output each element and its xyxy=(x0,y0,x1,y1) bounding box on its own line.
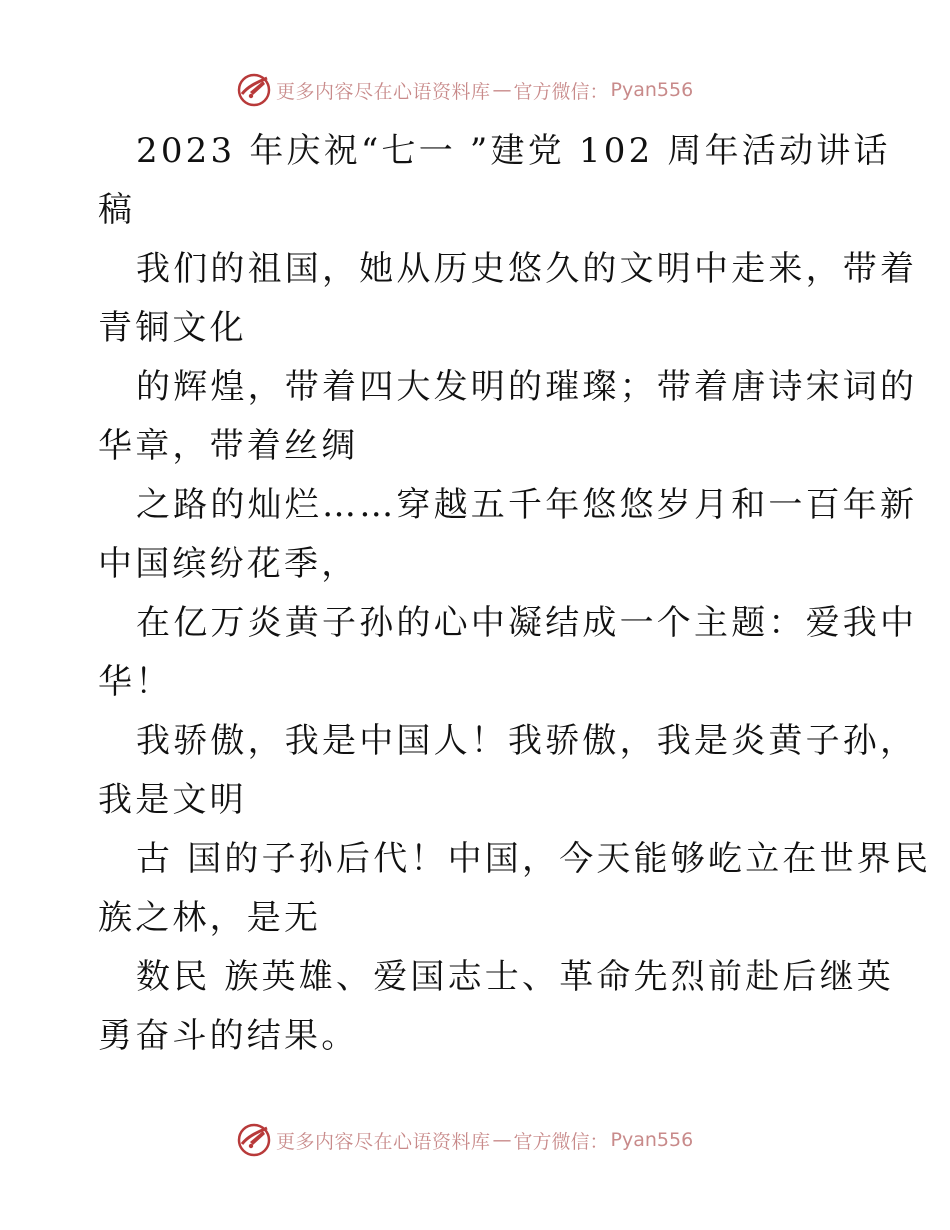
watermark-id: Pyan556 xyxy=(610,79,694,101)
text-line: 之路的灿烂……穿越五千年悠悠岁月和一百年新 xyxy=(136,485,918,525)
text-line: 2023 年庆祝“七一 ”建党 102 周年活动讲话 xyxy=(136,131,891,171)
document-body xyxy=(98,122,932,1066)
text-line: 华章，带着丝绸 xyxy=(98,426,359,466)
watermark-id: Pyan556 xyxy=(610,1129,694,1151)
text-line: 我骄傲，我是中国人！我骄傲，我是炎黄子孙， xyxy=(136,721,918,761)
text-line: 数民 族英雄、爱国志士、革命先烈前赴后继英 xyxy=(136,957,895,997)
watermark-label: 官方微信： xyxy=(513,80,609,103)
text-line: 勇奋斗的结果。 xyxy=(98,1016,359,1056)
watermark-separator: — xyxy=(492,1129,512,1151)
watermark-label: 官方微信： xyxy=(513,1130,609,1153)
watermark-text: 更多内容尽在心语资料库 xyxy=(276,1130,491,1153)
text-line: 青铜文化 xyxy=(98,308,247,348)
watermark-footer xyxy=(236,1122,693,1158)
text-line: 我是文明 xyxy=(98,780,247,820)
watermark-text: 更多内容尽在心语资料库 xyxy=(276,80,491,103)
watermark-separator: — xyxy=(492,79,512,101)
pen-logo-icon xyxy=(236,1122,272,1158)
watermark-header xyxy=(236,72,693,108)
text-line: 古 国的子孙后代！中国，今天能够屹立在世界民 xyxy=(136,839,932,879)
text-line: 在亿万炎黄子孙的心中凝结成一个主题：爱我中 xyxy=(136,603,918,643)
pen-logo-icon xyxy=(236,72,272,108)
text-line: 族之林，是无 xyxy=(98,898,322,938)
text-line: 我们的祖国，她从历史悠久的文明中走来，带着 xyxy=(136,249,918,289)
text-line: 中国缤纷花季， xyxy=(98,544,359,584)
text-line: 华！ xyxy=(98,662,173,702)
text-line: 的辉煌，带着四大发明的璀璨；带着唐诗宋词的 xyxy=(136,367,918,407)
text-line: 稿 xyxy=(98,190,136,230)
